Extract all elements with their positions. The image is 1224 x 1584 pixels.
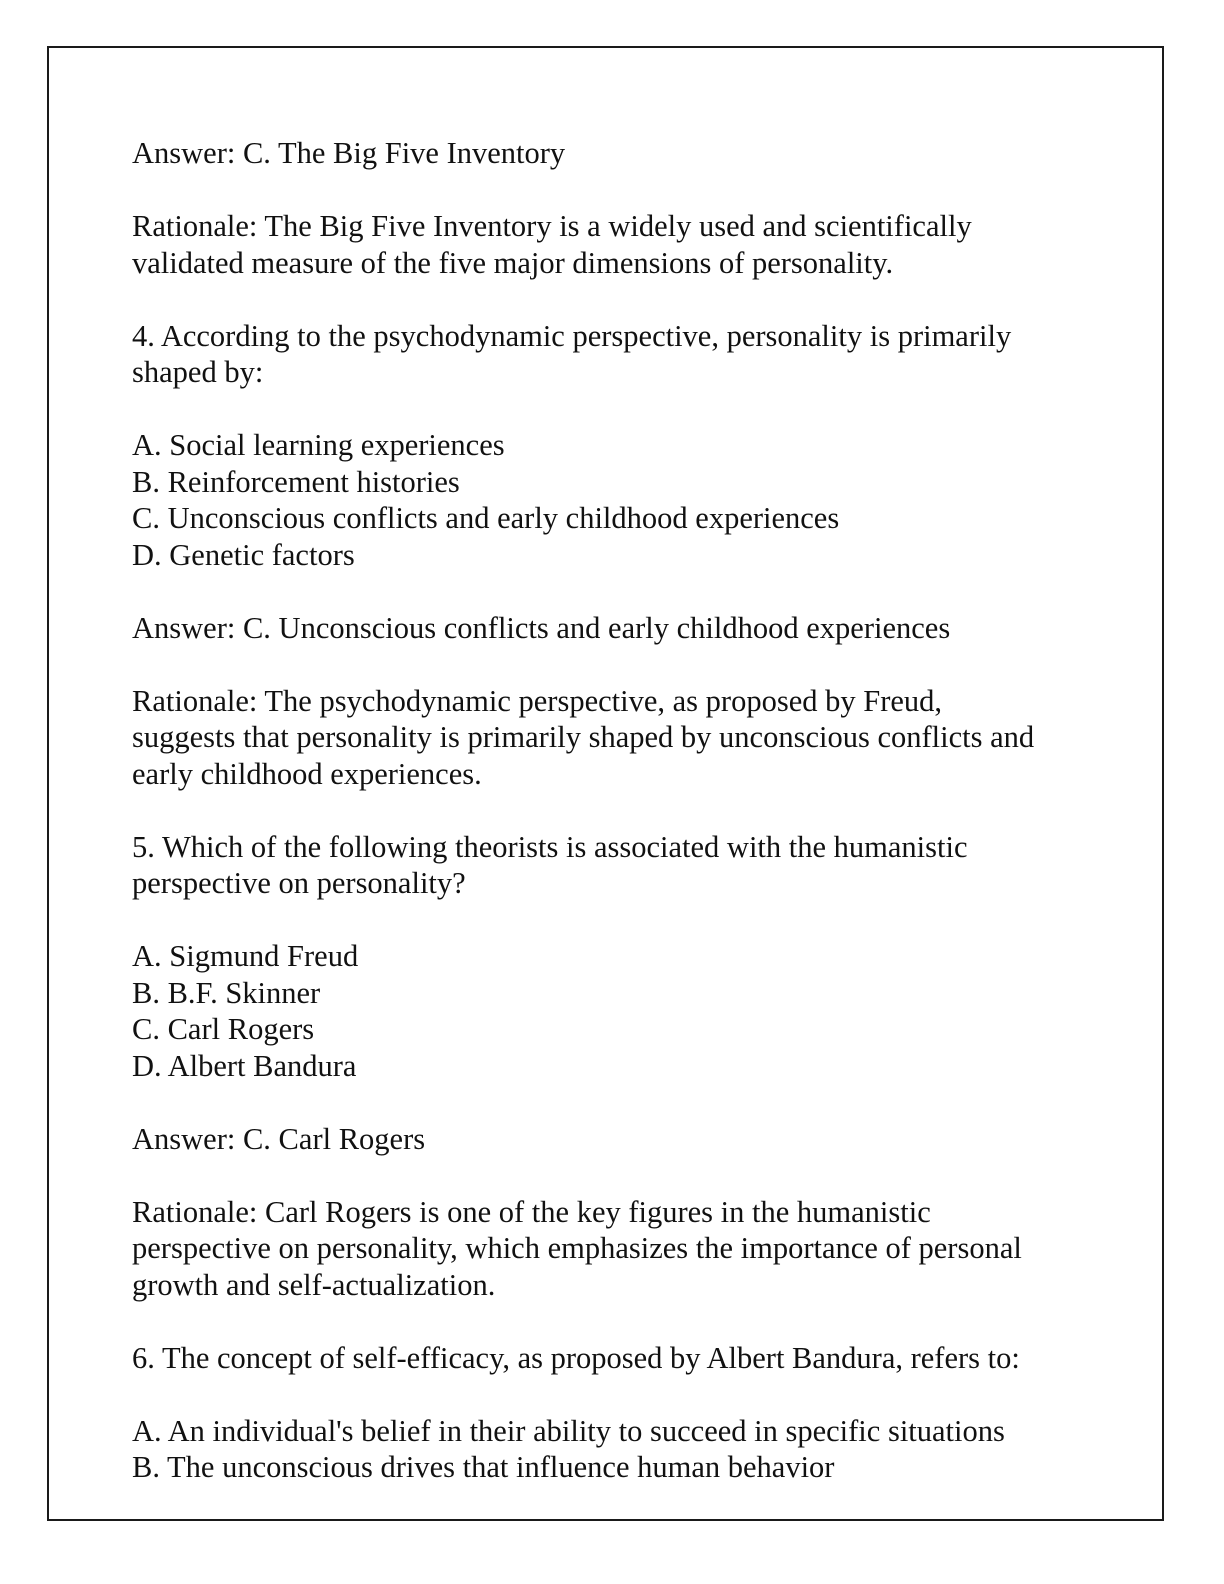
q6-question xyxy=(132,1340,1112,1377)
answer-line: Answer: C. Unconscious conflicts and early childhood experiences xyxy=(132,610,951,645)
rationale-line: Rationale: Carl Rogers is one of the key figures in the humanistic xyxy=(132,1194,931,1229)
option-a: A. An individual's belief in their ability to succeed in specific situations xyxy=(132,1413,1005,1448)
option-a: A. Sigmund Freud xyxy=(132,939,359,973)
q3-answer xyxy=(132,135,1112,172)
answer-line: Answer: C. The Big Five Inventory xyxy=(132,136,566,170)
rationale-line: validated measure of the five major dimensions of personality. xyxy=(132,245,894,280)
q6-options xyxy=(132,1413,1112,1486)
option-b: B. B.F. Skinner xyxy=(132,975,321,1010)
rationale-line: Rationale: The Big Five Inventory is a widely used and scientifically xyxy=(132,209,972,243)
question-line: 6. The concept of self-efficacy, as proposed by Albert Bandura, refers to: xyxy=(132,1340,1020,1375)
q4-answer xyxy=(132,610,1112,647)
rationale-line: perspective on personality, which emphasizes the importance of personal xyxy=(132,1231,1022,1265)
option-a: A. Social learning experiences xyxy=(132,428,505,462)
q5-options xyxy=(132,938,1112,1084)
q5-answer xyxy=(132,1121,1112,1158)
q4-options xyxy=(132,427,1112,573)
question-line: 4. According to the psychodynamic perspective, personality is primarily xyxy=(132,318,1012,353)
option-b: B. The unconscious drives that influence human behavior xyxy=(132,1450,835,1484)
rationale-line: suggests that personality is primarily shaped by unconscious conflicts and xyxy=(132,720,1035,754)
document-body xyxy=(132,135,1112,1522)
q4-question xyxy=(132,318,1112,391)
rationale-line: Rationale: The psychodynamic perspective, as proposed by Freud, xyxy=(132,683,943,718)
rationale-line: early childhood experiences. xyxy=(132,756,482,791)
option-d: D. Albert Bandura xyxy=(132,1048,357,1083)
question-line: perspective on personality? xyxy=(132,866,466,900)
question-line: 5. Which of the following theorists is associated with the humanistic xyxy=(132,829,968,864)
option-c: C. Carl Rogers xyxy=(132,1012,315,1046)
option-d: D. Genetic factors xyxy=(132,537,355,572)
question-line: shaped by: xyxy=(132,355,264,389)
option-c: C. Unconscious conflicts and early childhood experiences xyxy=(132,501,840,535)
q3-rationale xyxy=(132,208,1112,281)
option-b: B. Reinforcement histories xyxy=(132,464,460,499)
answer-line: Answer: C. Carl Rogers xyxy=(132,1121,426,1156)
q5-rationale xyxy=(132,1194,1112,1304)
q5-question xyxy=(132,829,1112,902)
q4-rationale xyxy=(132,683,1112,793)
rationale-line: growth and self-actualization. xyxy=(132,1267,496,1302)
